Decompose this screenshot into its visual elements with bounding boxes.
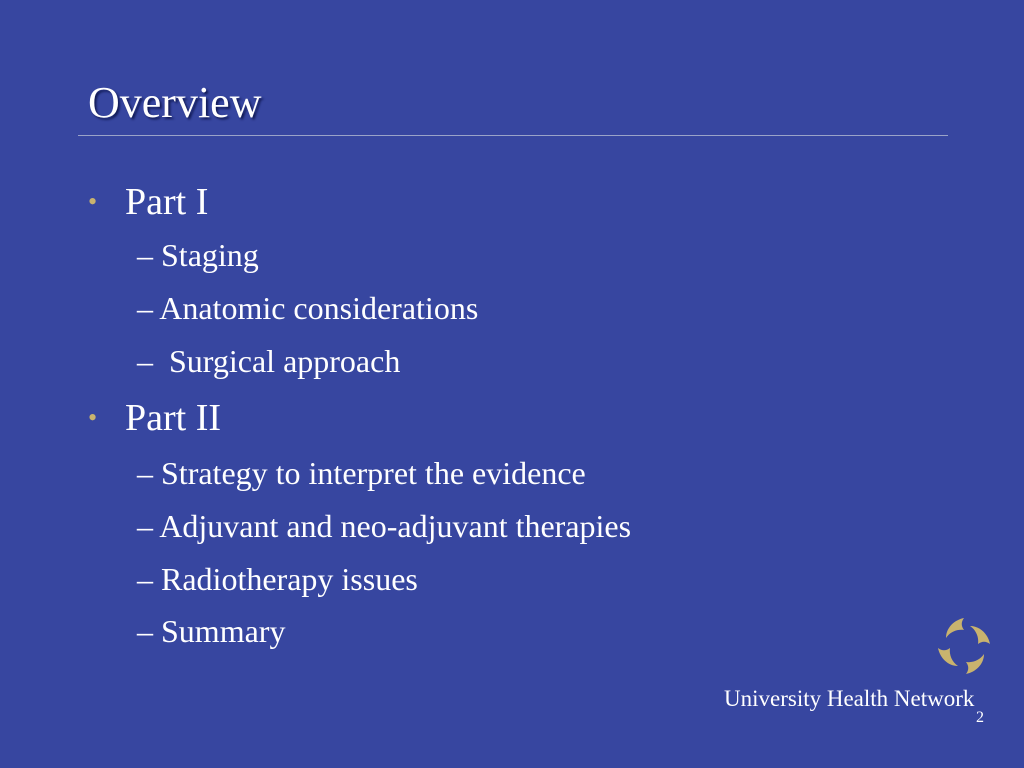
bullet-label: Part I [125, 181, 209, 223]
sub-bullet-label: Radiotherapy issues [161, 561, 418, 597]
dash-icon: – [137, 237, 153, 273]
sub-bullet [137, 454, 586, 492]
sub-bullet-label: Summary [161, 613, 286, 649]
uhn-logo-icon [932, 614, 996, 678]
sub-bullet-label: Strategy to interpret the evidence [161, 455, 586, 491]
sub-bullet [137, 507, 631, 545]
slide-title: Overview [88, 78, 262, 127]
bullet-icon: • [88, 187, 98, 216]
sub-bullet [137, 560, 418, 598]
sub-bullet [137, 236, 259, 274]
dash-icon: – [137, 508, 153, 544]
dash-icon: – [137, 343, 153, 379]
sub-bullet [137, 289, 478, 327]
page-number: 2 [976, 709, 984, 726]
uhn-logo-text: University Health Network [724, 686, 975, 711]
sub-bullet-label: Surgical approach [161, 343, 401, 379]
sub-bullet [137, 342, 400, 380]
dash-icon: – [137, 561, 153, 597]
sub-bullet-label: Adjuvant and neo-adjuvant therapies [159, 508, 632, 544]
sub-bullet-label: Anatomic considerations [159, 290, 479, 326]
bullet-label: Part II [125, 397, 222, 439]
bullet-part-2 [88, 396, 221, 440]
bullet-icon: • [88, 403, 98, 432]
dash-icon: – [137, 455, 153, 491]
sub-bullet-label: Staging [161, 237, 259, 273]
sub-bullet [137, 612, 285, 650]
bullet-part-1 [88, 180, 208, 224]
dash-icon: – [137, 613, 153, 649]
dash-icon: – [137, 290, 153, 326]
